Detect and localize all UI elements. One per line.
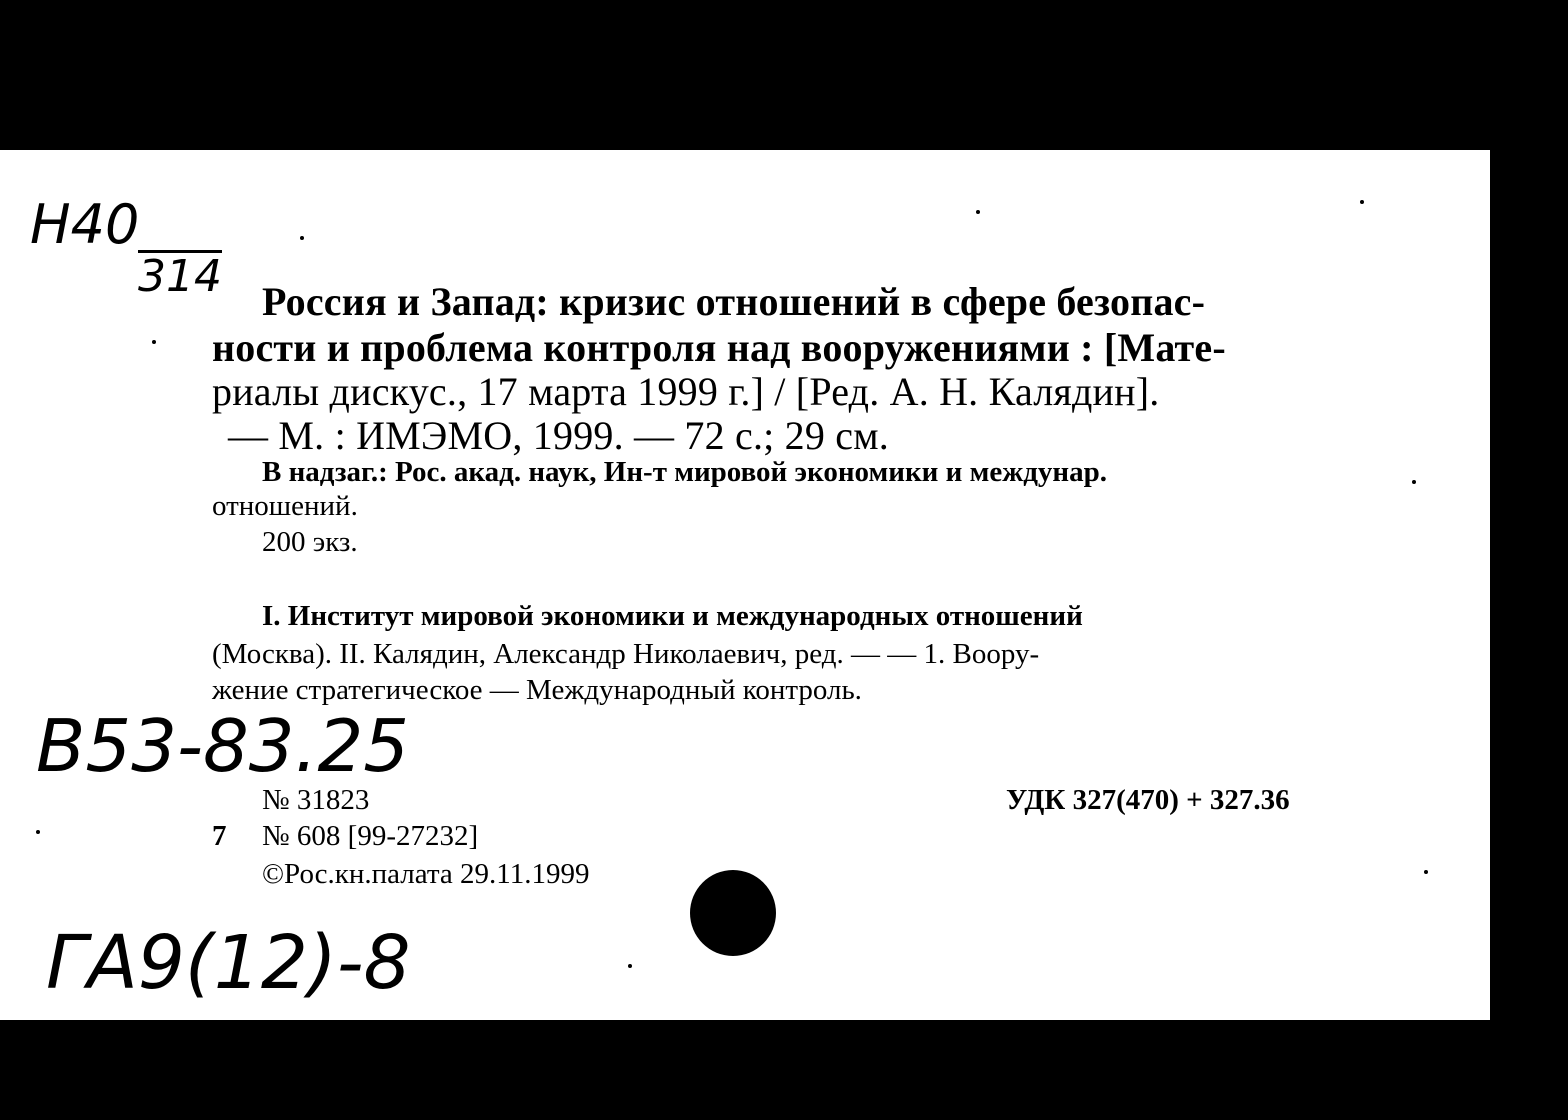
card-number: № 31823 bbox=[262, 784, 370, 816]
catalog-card bbox=[0, 150, 1490, 1020]
speck bbox=[1412, 480, 1416, 484]
order-number: № 608 [99-27232] bbox=[262, 820, 479, 852]
speck bbox=[628, 964, 632, 968]
udc-code: УДК 327(470) + 327.36 bbox=[1006, 784, 1290, 816]
speck bbox=[36, 830, 40, 834]
print-run: 200 экз. bbox=[262, 526, 358, 558]
note-line-1: В надзаг.: Рос. акад. наук, Ин-т мировой экономики и междунар. bbox=[262, 456, 1108, 488]
title-line-4: — М. : ИМЭМО, 1999. — 72 с.; 29 см. bbox=[228, 413, 889, 458]
subject-line-2: (Москва). II. Калядин, Александр Николаевич, ред. — — 1. Воору- bbox=[212, 638, 1040, 670]
handwritten-classification: B53-83.25 bbox=[36, 704, 410, 788]
order-prefix: 7 bbox=[212, 820, 227, 852]
speck bbox=[1360, 200, 1364, 204]
note-line-2: отношений. bbox=[212, 490, 358, 522]
title-line-2: ности и проблема контроля над вооружениями : [Мате- bbox=[212, 325, 1226, 370]
speck bbox=[300, 236, 304, 240]
handwritten-location: ГА9(12)-8 bbox=[46, 920, 411, 1006]
handwritten-shelfmark-sub: 314 bbox=[138, 251, 222, 302]
title-line-3: риалы дискус., 17 марта 1999 г.] / [Ред. А. Н. Калядин]. bbox=[212, 369, 1160, 414]
subject-line-1: I. Институт мировой экономики и международных отношений bbox=[262, 600, 1083, 632]
ink-stamp bbox=[690, 870, 776, 956]
subject-line-3: жение стратегическое — Международный контроль. bbox=[212, 674, 862, 706]
speck bbox=[976, 210, 980, 214]
speck bbox=[1424, 870, 1428, 874]
copyright: ©Рос.кн.палата 29.11.1999 bbox=[262, 858, 590, 890]
handwritten-shelfmark: Н40 bbox=[30, 193, 140, 256]
title-line-1: Россия и Запад: кризис отношений в сфере безопас- bbox=[262, 279, 1206, 324]
speck bbox=[152, 340, 156, 344]
